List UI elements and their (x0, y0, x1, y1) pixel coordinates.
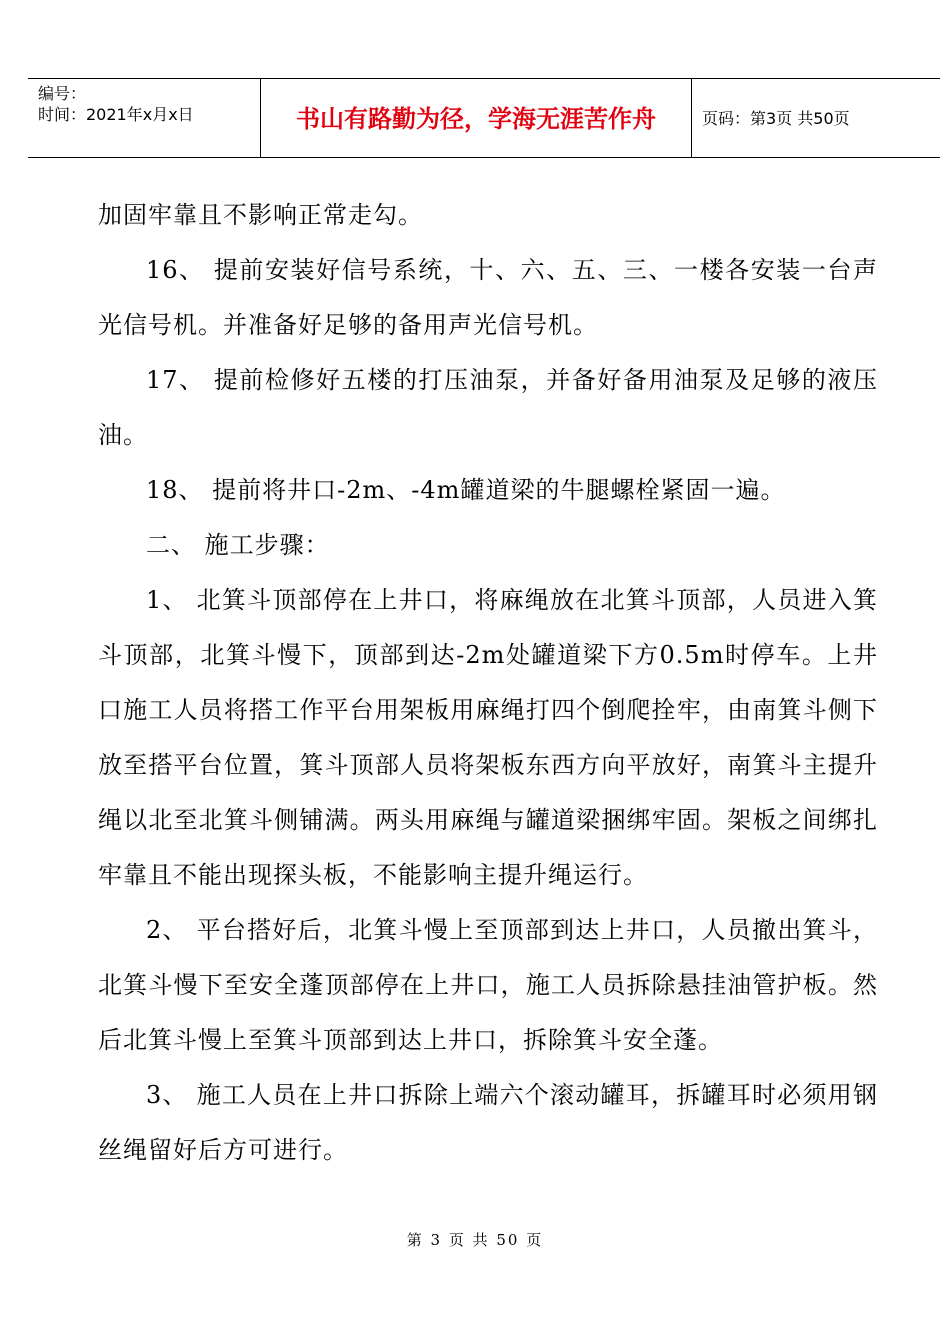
paragraph: 3、 施工人员在上井口拆除上端六个滚动罐耳，拆罐耳时必须用钢丝绳留好后方可进行。 (98, 1081, 878, 1164)
motto-text: 书山有路勤为径，学海无涯苦作舟 (296, 105, 656, 133)
paragraph: 18、 提前将井口-2m、-4m罐道梁的牛腿螺栓紧固一遍。 (146, 476, 786, 504)
paragraph: 1、 北箕斗顶部停在上井口，将麻绳放在北箕斗顶部，人员进入箕斗顶部，北箕斗慢下，顶部到达-2m处罐道梁下方0.5m时停车。上井口施工人员将搭工作平台用架板用麻绳打四个倒爬拴牢，由南箕斗侧下放至搭平台位置，箕斗顶部人员将架板东西方向平放好，南箕斗主提升绳以北至北箕斗侧铺满。两头用麻绳与罐道梁捆绑牢固。架板之间绑扎牢靠且不能出现探头板，不能影响主提升绳运行。 (98, 586, 878, 889)
paragraph: 17、 提前检修好五楼的打压油泵，并备好备用油泵及足够的液压油。 (98, 366, 878, 449)
section-heading: 二、 施工步骤： (146, 531, 330, 559)
paragraph: 16、 提前安装好信号系统，十、六、五、三、一楼各安装一台声光信号机。并准备好足够的备用声光信号机。 (98, 256, 878, 339)
time-label: 时间：2021年x月x日 (38, 105, 194, 124)
header-page-info: 页码：第3页 共50页 (702, 109, 850, 128)
header-meta-cell (28, 79, 261, 157)
paragraph: 2、 平台搭好后，北箕斗慢上至顶部到达上井口，人员撤出箕斗，北箕斗慢下至安全蓬顶部停在上井口，施工人员拆除悬挂油管护板。然后北箕斗慢上至箕斗顶部到达上井口，拆除箕斗安全蓬。 (98, 916, 878, 1054)
serial-number-label: 编号： (38, 84, 87, 103)
header-motto-cell (261, 79, 692, 157)
body-text (98, 188, 878, 1178)
page-footer: 第 3 页 共 50 页 (406, 1231, 544, 1249)
header-page-cell (692, 79, 940, 157)
paragraph: 加固牢靠且不影响正常走勾。 (98, 201, 423, 229)
document-header (28, 78, 940, 158)
